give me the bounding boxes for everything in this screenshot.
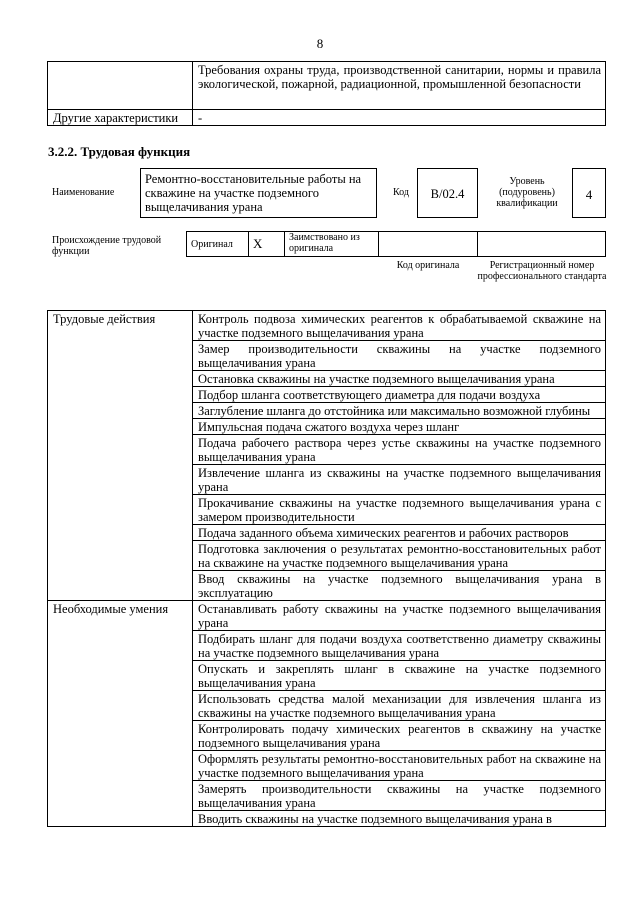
skills-item: Замерять производительности скважины на участке подземного выщелачивания урана xyxy=(193,781,606,811)
borrowed-label: Заимствовано из оригинала xyxy=(285,232,379,257)
origin-reg-cell xyxy=(478,232,606,257)
origin-label: Происхождение трудовой функции xyxy=(52,235,162,257)
actions-item: Подготовка заключения о результатах ремонтно-восстановительных работ на скважине на участке подземного выщелачивания урана xyxy=(193,541,606,571)
original-label: Оригинал xyxy=(187,232,249,257)
name-label: Наименование xyxy=(52,187,115,198)
other-characteristics-value: - xyxy=(193,110,606,126)
requirements-text: Требования охраны труда, производственной санитарии, нормы и правила экологической, пожарной, радиационной, промышленной безопасности xyxy=(193,62,606,110)
actions-item: Контроль подвоза химических реагентов к обрабатываемой скважине на участке подземного выщелачивания урана xyxy=(193,311,606,341)
table-row xyxy=(48,601,606,631)
skills-item: Использовать средства малой механизации для извлечения шланга из скважины на участке подземного выщелачивания урана xyxy=(193,691,606,721)
skills-item: Контролировать подачу химических реагентов в скважину на участке подземного выщелачивания урана xyxy=(193,721,606,751)
actions-item: Заглубление шланга до отстойника или максимально возможной глубины xyxy=(193,403,606,419)
skills-item: Оформлять результаты ремонтно-восстановительных работ на скважине на участке подземного выщелачивания урана xyxy=(193,751,606,781)
actions-item: Ввод скважины на участке подземного выщелачивания урана в эксплуатацию xyxy=(193,571,606,601)
actions-item: Подбор шланга соответствующего диаметра для подачи воздуха xyxy=(193,387,606,403)
skills-item: Останавливать работу скважины на участке подземного выщелачивания урана xyxy=(193,601,606,631)
code-label: Код xyxy=(393,187,409,198)
skills-label: Необходимые умения xyxy=(48,601,193,827)
origin-table xyxy=(186,231,606,257)
level-label: Уровень (подуровень) квалификации xyxy=(496,176,558,209)
actions-item: Прокачивание скважины на участке подземного выщелачивания урана с замером производительности xyxy=(193,495,606,525)
caption-code: Код оригинала xyxy=(396,260,460,271)
actions-item: Импульсная подача сжатого воздуха через шланг xyxy=(193,419,606,435)
skills-item: Вводить скважины на участке подземного выщелачивания урана в xyxy=(193,811,606,827)
caption-reg: Регистрационный номер профессионального стандарта xyxy=(477,260,607,282)
original-mark: X xyxy=(249,232,285,257)
actions-item: Подача рабочего раствора через устье скважины на участке подземного выщелачивания урана xyxy=(193,435,606,465)
origin-code-cell xyxy=(379,232,478,257)
table-row xyxy=(48,311,606,341)
function-name-box: Ремонтно-восстановительные работы на скважине на участке подземного выщелачивания урана xyxy=(140,168,377,218)
other-characteristics-label: Другие характеристики xyxy=(48,110,193,126)
top-table xyxy=(47,61,606,126)
actions-item: Замер производительности скважины на участке подземного выщелачивания урана xyxy=(193,341,606,371)
skills-item: Опускать и закреплять шланг в скважине на участке подземного выщелачивания урана xyxy=(193,661,606,691)
section-title: 3.2.2. Трудовая функция xyxy=(48,144,191,159)
main-table xyxy=(47,310,606,827)
requirements-label-cell xyxy=(48,62,193,110)
actions-item: Подача заданного объема химических реагентов и рабочих растворов xyxy=(193,525,606,541)
actions-label: Трудовые действия xyxy=(48,311,193,601)
skills-item: Подбирать шланг для подачи воздуха соответственно диаметру скважины на участке подземного выщелачивания урана xyxy=(193,631,606,661)
level-box: 4 xyxy=(572,168,606,218)
page-number: 8 xyxy=(316,36,324,51)
code-box: B/02.4 xyxy=(417,168,478,218)
actions-item: Извлечение шланга из скважины на участке подземного выщелачивания урана xyxy=(193,465,606,495)
actions-item: Остановка скважины на участке подземного выщелачивания урана xyxy=(193,371,606,387)
